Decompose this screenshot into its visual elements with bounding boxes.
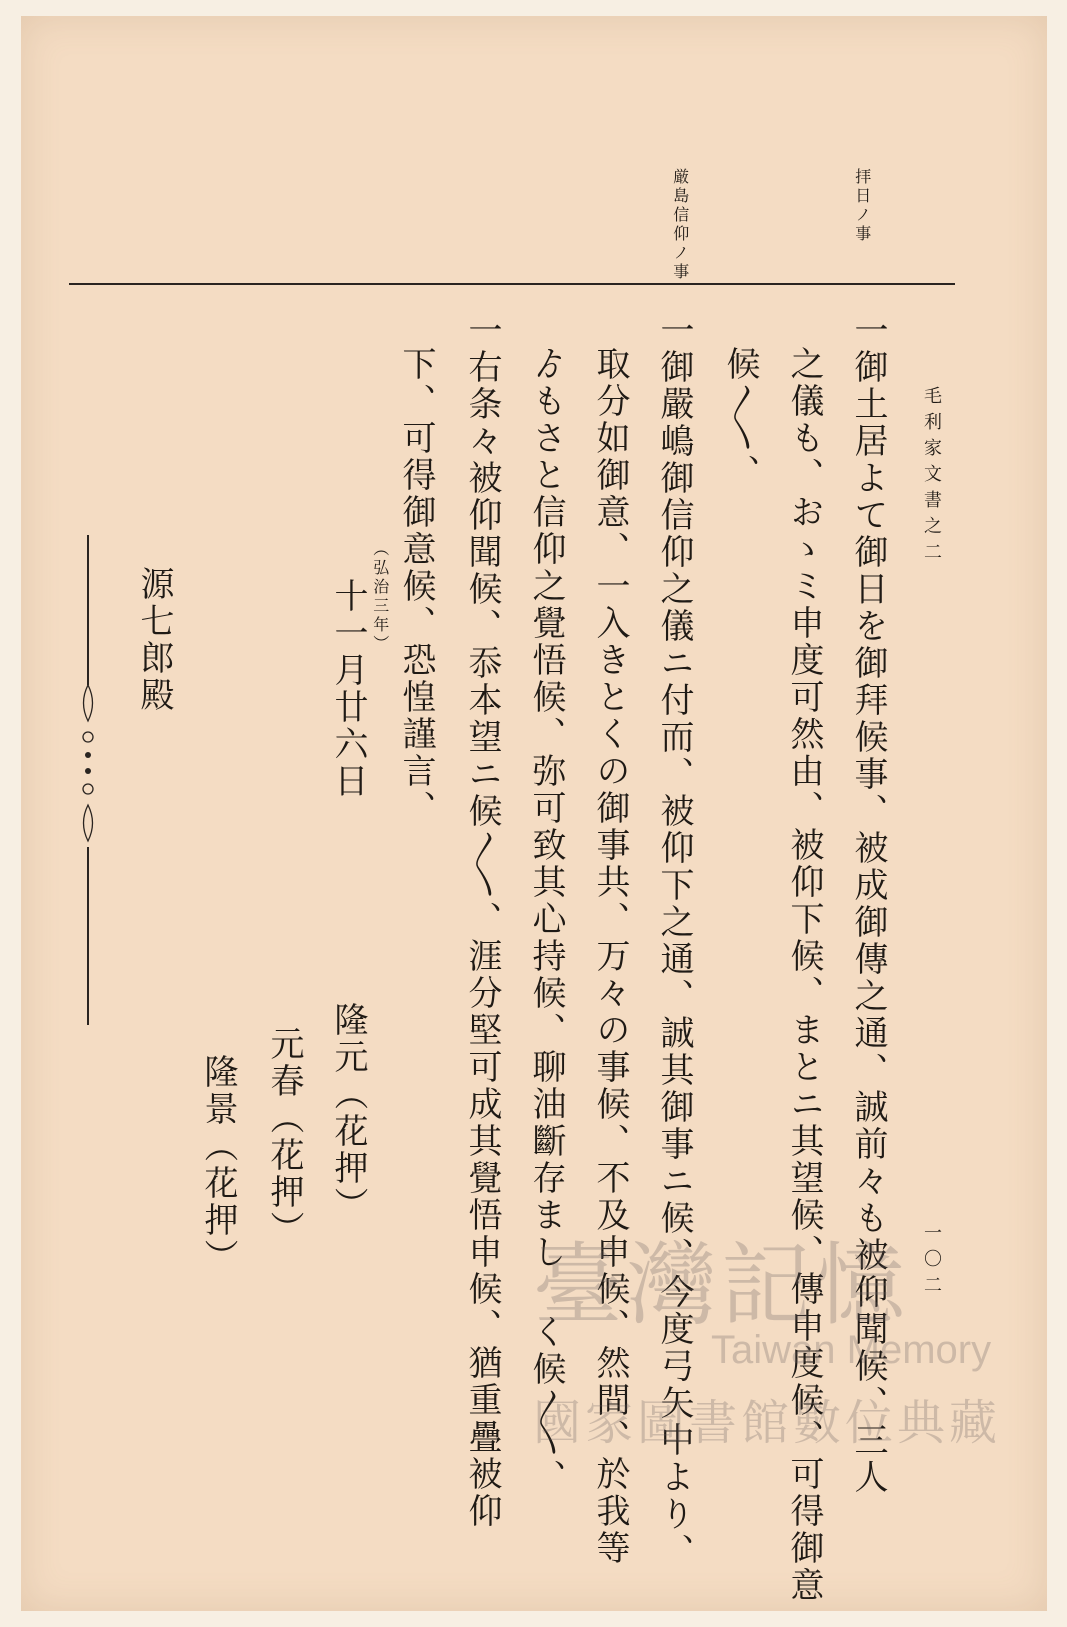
body-column: 下、可得御意候、恐惶謹言、: [396, 346, 436, 827]
watermark-subtitle: 國家圖書館數位典藏: [533, 1395, 1002, 1451]
body-column: 一御嚴嶋御信仰之儀ニ付而、被仰下之通、誠其御事ニ候、今度弓矢中より、: [654, 312, 694, 1570]
watermark: [533, 1212, 1003, 1472]
watermark-english: Taiwan Memory: [711, 1328, 992, 1372]
body-column: ゟもさと信仰之覺悟候、弥可致其心持候、聊油斷存まし く候〳〵、: [526, 346, 566, 1496]
body-column: 取分如御意、一入きとくの御事共、万々の事候、不及申候、然間、於我等: [590, 346, 630, 1567]
body-column: 之儀も、おゝミ申度可然由、被仰下候、まとニ其望候、傳申度候、可得御意: [784, 346, 824, 1604]
margin-ornament: [80, 535, 96, 1025]
body-column: 候〳〵、: [720, 346, 760, 491]
document-page: [21, 16, 1047, 1611]
date-note: （弘治三年）: [370, 540, 390, 654]
margin-note: 拝日ノ事: [852, 168, 872, 244]
page-number: 一〇二: [921, 1223, 942, 1301]
body-column: 一右条々被仰聞候、忝本望ニ候〳〵、涯分堅可成其覺悟申候、猶重疊被仰: [462, 312, 502, 1530]
signatory: 元春（花押）: [264, 1026, 304, 1248]
signatory: 隆元（花押）: [328, 1002, 368, 1224]
book-title: 毛利家文書之二: [921, 386, 942, 568]
signatory: 隆景（花押）: [198, 1054, 238, 1276]
margin-note: 厳島信仰ノ事: [670, 168, 690, 282]
watermark-chinese: 臺灣記憶: [533, 1233, 909, 1338]
addressee: 源七郎殿: [134, 566, 174, 714]
date: 十一月廿六日: [328, 578, 368, 800]
header-divider: [69, 283, 955, 285]
body-column: 一御土居よて御日を御拜候事、被成御傳之通、誠前々も被仰聞候、三人: [848, 312, 888, 1496]
